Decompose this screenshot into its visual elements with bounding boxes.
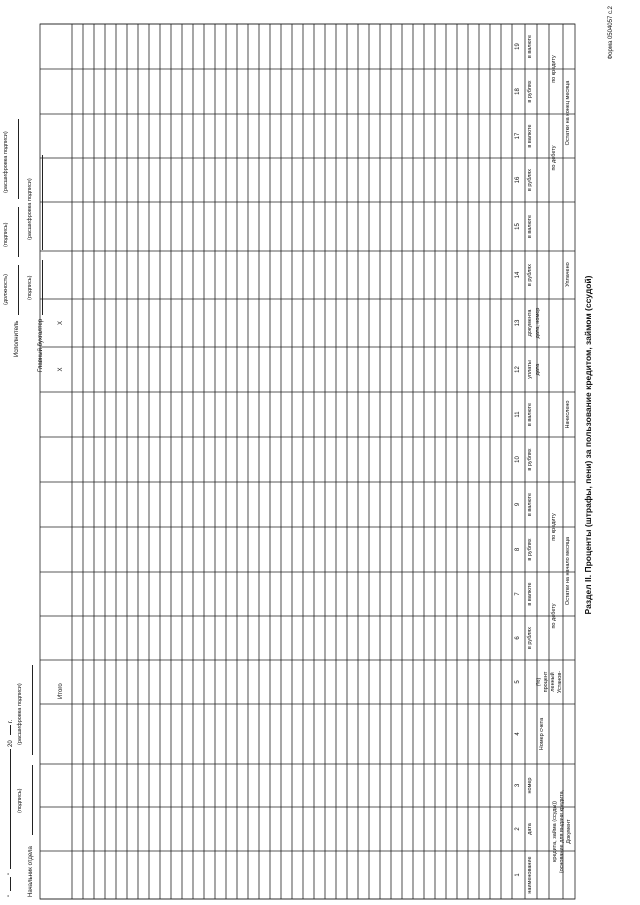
hdr-c13b: документа [527,309,533,337]
performer-position-hint: (должность) [3,274,9,305]
hdr-c8: в рублях [527,538,533,561]
date-day-line[interactable] [10,877,11,891]
hdr-opening-credit: по кредиту [551,513,557,541]
column-number: 14 [515,271,521,279]
column-number: 15 [515,223,521,230]
chief-accountant-decode-hint: (расшифровка подписи) [27,178,33,240]
chief-accountant-sign-line[interactable] [42,260,43,315]
date-year-prefix: 20 [8,740,14,747]
hdr-c13a: дата, номер [535,307,541,339]
column-number: 7 [515,592,521,596]
column-number: 3 [515,783,521,788]
chief-accountant-decode-line[interactable] [42,155,43,250]
total-mark-paid-doc: X [58,321,64,326]
column-number: 17 [515,132,521,140]
date-month-line[interactable] [10,749,11,869]
column-number: 2 [515,827,521,831]
hdr-doc-date: дата [527,823,533,835]
column-number: 12 [515,366,521,373]
hdr-rate-2: ленный [550,672,556,692]
column-number: 18 [515,88,521,95]
hdr-c12b: уплаты [527,360,533,379]
hdr-rate-1: Установ- [557,670,563,694]
performer-sign-line[interactable] [18,207,19,257]
total-label: Итого [58,683,64,699]
column-number: 19 [515,43,521,50]
hdr-account-number: Номер счета [539,717,545,751]
performer-decode-line[interactable] [18,119,19,199]
dept-head-sign-hint: (подпись) [17,788,23,813]
column-number: 8 [515,547,521,552]
hdr-closing-balance: Остатки на конец месяца [565,80,571,146]
hdr-rate-3: процент [543,671,549,693]
hdr-document-sub2: кредита, займа (ссуды)) [552,801,558,863]
hdr-opening-debit: по дебету [551,603,557,629]
hdr-c10: в рублях [527,448,533,471]
hdr-c12a: дата [535,363,541,376]
date-quote-close: " [8,872,14,875]
dept-head-decode-hint: (расшифровка подписи) [17,683,23,745]
hdr-closing-debit: по дебету [551,145,557,171]
column-number: 9 [515,502,521,507]
hdr-c11: в валюте [527,402,533,427]
hdr-document: Документ [566,819,572,844]
hdr-opening-balance: Остатки на начало месяца [565,536,571,606]
date-year-line[interactable] [10,725,11,735]
hdr-c17: в валюте [527,124,533,148]
hdr-c15: в валюте [527,214,533,239]
column-number: 4 [515,732,521,736]
hdr-c6: в рублях [527,626,533,650]
performer-decode-hint: (расшифровка подписи) [3,131,9,193]
chief-accountant-label: Главный бухгалтер [38,318,44,372]
column-number: 1 [515,873,521,877]
hdr-accrued: Начислено [565,400,571,429]
column-number: 6 [515,636,521,640]
dept-head-sign-line[interactable] [32,765,33,835]
total-mark-accrued-date: X [58,367,64,372]
hdr-c14: в рублях [527,263,533,287]
section-title: Раздел II. Проценты (штрафы, пени) за пользование кредитом, займом (ссудой) [583,275,593,615]
performer-label: Исполнитель [14,320,20,357]
dept-head-decode-line[interactable] [32,665,33,755]
hdr-c9: в валюте [527,492,533,517]
form-code: Форма 0504057 с.2 [608,6,614,60]
hdr-paid: Уплачено [565,262,571,287]
hdr-c16: в рублях [527,168,533,192]
column-number: 13 [515,319,521,327]
column-number: 16 [515,176,521,184]
hdr-doc-number: номер [527,777,533,794]
hdr-c18: в рублях [527,80,533,103]
hdr-c7: в валюте [527,582,533,606]
column-number: 5 [515,680,521,684]
hdr-closing-credit: по кредиту [551,55,557,83]
hdr-doc-name: наименование [527,856,533,894]
hdr-c19: в валюте [527,34,533,59]
hdr-rate-4: (%) [536,677,542,687]
performer-position-line[interactable] [18,265,19,315]
column-number: 10 [515,456,521,463]
performer-sign-hint: (подпись) [3,222,9,247]
dept-head-label: Начальник отдела [28,846,34,897]
date-quote-open: " [8,894,14,897]
column-number: 11 [515,411,521,418]
date-year-suffix: г. [8,719,14,723]
chief-accountant-sign-hint: (подпись) [27,275,33,300]
hdr-document-sub: (основание для выдачи кредита, [559,789,565,874]
